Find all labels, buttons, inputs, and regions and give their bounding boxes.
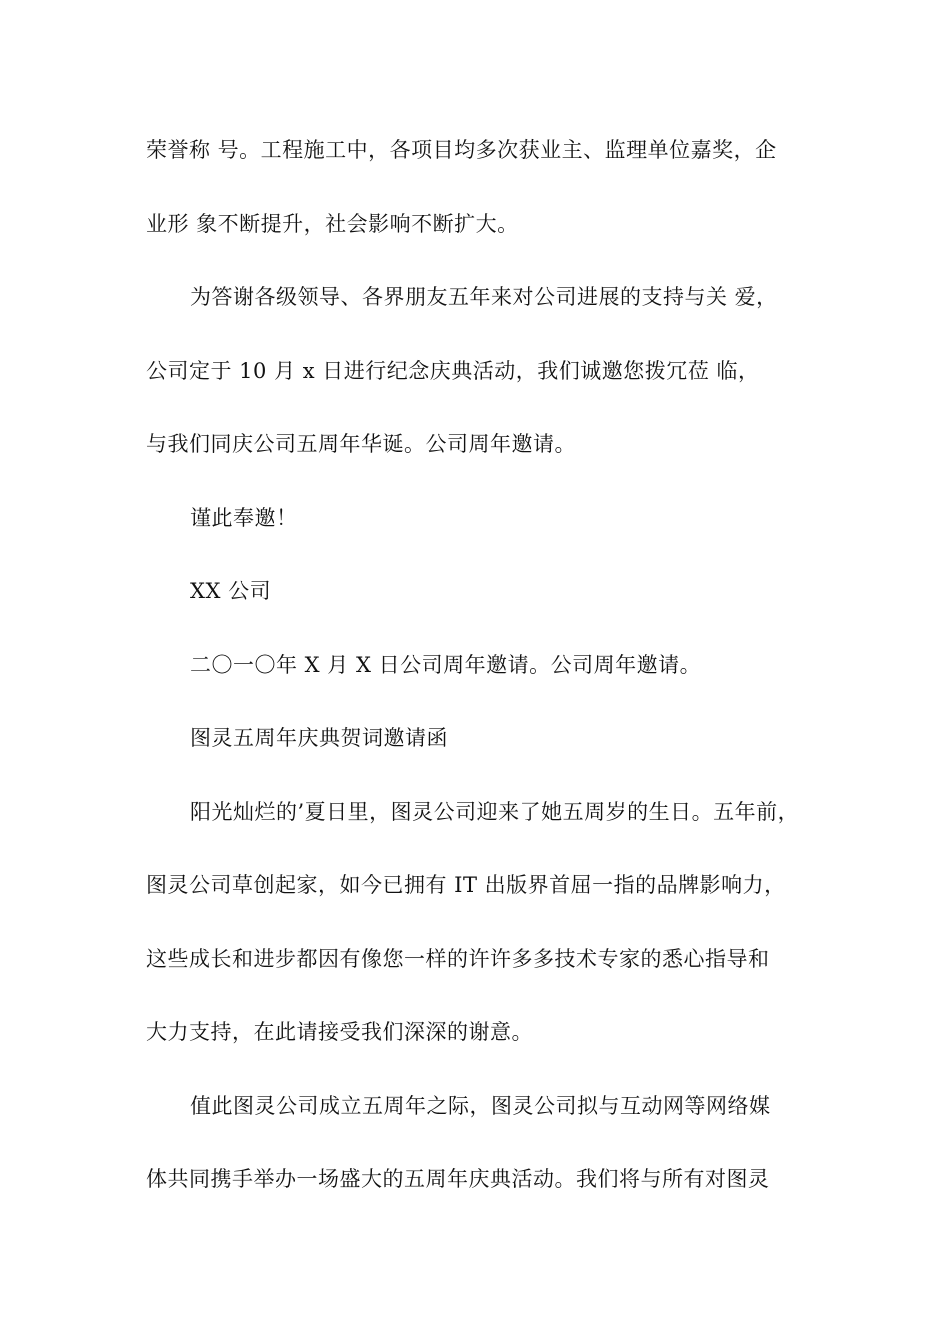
text-line: 体共同携手举办一场盛大的五周年庆典活动。我们将与所有对图灵: [146, 1167, 770, 1191]
text-line: 图灵公司草创起家，如今已拥有 IT 出版界首屈一指的品牌影响力，: [146, 873, 786, 897]
text-line: 与我们同庆公司五周年华诞。公司周年邀请。: [146, 432, 576, 456]
text-line: 值此图灵公司成立五周年之际，图灵公司拟与互动网等网络媒: [190, 1093, 771, 1118]
text-line: 为答谢各级领导、各界朋友五年来对公司进展的支持与关 爱，: [190, 285, 778, 309]
closing-phrase: 谨此奉邀！: [190, 505, 298, 530]
text-line: 这些成长和进步都因有像您一样的许许多多技术专家的悉心指导和: [146, 946, 770, 971]
text-line: 阳光灿烂的’夏日里，图灵公司迎来了她五周岁的生日。五年前，: [190, 799, 800, 824]
signature-date: 二〇一〇年 X 月 X 日公司周年邀请。公司周年邀请。: [190, 652, 702, 677]
signature-company: XX 公司: [190, 579, 272, 603]
text-line: 大力支持，在此请接受我们深深的谢意。: [146, 1020, 533, 1044]
document-body: [146, 128, 811, 1231]
text-line: 业形 象不断提升，社会影响不断扩大。: [146, 211, 519, 236]
section-title: 图灵五周年庆典贺词邀请函: [190, 726, 448, 750]
text-line: 荣誉称 号。工程施工中，各项目均多次获业主、监理单位嘉奖，企: [146, 138, 777, 162]
text-line: 公司定于 10 月 x 日进行纪念庆典活动，我们诚邀您拨冗莅 临，: [146, 358, 760, 383]
